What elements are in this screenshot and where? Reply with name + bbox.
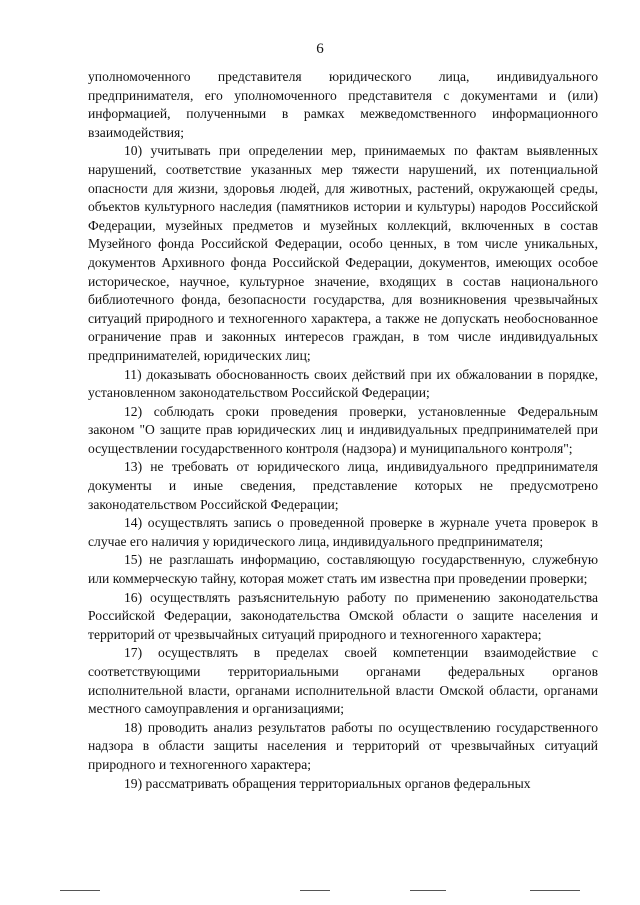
paragraph-item-12: 12) соблюдать сроки проведения проверки, установленные Федеральным законом "О защите прав юридических лиц и индивидуальных предпринимателей при осуществлении государственного контроля (надзора) и муниципального контроля";: [88, 403, 598, 456]
paragraph-item-13: 13) не требовать от юридического лица, индивидуального предпринимателя документы и иные сведения, представление которых не предусмотрено законодательством Российской Федерации;: [88, 459, 598, 512]
paragraph-item-19: 19) рассматривать обращения территориальных органов федеральных: [124, 775, 531, 791]
document-body: [88, 68, 598, 793]
paragraph-item-11: 11) доказывать обоснованность своих действий при их обжаловании в порядке, установленном законодательством Российской Федерации;: [88, 366, 598, 401]
paragraph-item-16: 16) осуществлять разъяснительную работу по применению законодательства Российской Федерации, законодательства Омской области о защите населения и территорий от чрезвычайных ситуаций природного и техногенного характера;: [88, 589, 598, 642]
paragraph-item-17: 17) осуществлять в пределах своей компетенции взаимодействие с соответствующими территориальными органами федеральных органов исполнительной власти, органами исполнительной власти Омской области, органами местного самоуправления и организациями;: [88, 645, 598, 717]
paragraph-item-15: 15) не разглашать информацию, составляющую государственную, служебную или коммерческую тайну, которая может стать им известна при проведении проверки;: [88, 552, 598, 587]
scan-mark: [60, 890, 100, 891]
paragraph-item-18: 18) проводить анализ результатов работы по осуществлению государственного надзора в области защиты населения и территорий от чрезвычайных ситуаций природного и техногенного характера;: [88, 719, 598, 772]
scan-mark: [300, 890, 330, 891]
scan-footer-marks: [0, 880, 640, 900]
scan-mark: [530, 890, 580, 891]
paragraph-item-14: 14) осуществлять запись о проведенной проверке в журнале учета проверок в случае его наличия у юридического лица, индивидуального предпринимателя;: [88, 515, 598, 549]
paragraph-continuation: уполномоченного представителя юридического лица, индивидуального предпринимателя, его уполномоченного представителя с документами и (или) информацией, полученными в рамках межведомственного информационного взаимодействия;: [88, 69, 598, 140]
scan-mark: [410, 890, 446, 891]
paragraph-item-10: 10) учитывать при определении мер, принимаемых по фактам выявленных нарушений, соответствие указанных мер тяжести нарушений, их потенциальной опасности для жизни, здоровья людей, для животных, растений, окружающей среды, объектов культурного наследия (памятников истории и культуры) народов Российской Федерации, музейных предметов и музейных коллекций, включенных в состав Музейного фонда Российской Федерации, особо ценных, в том числе уникальных, документов Архивного фонда Российской Федерации, документов, имеющих особое историческое, научное, культурное значение, входящих в состав национального библиотечного фонда, безопасности государства, для возникновения чрезвычайных ситуаций природного и техногенного характера, а также не допускать необоснованное ограничение прав и законных интересов граждан, в том числе индивидуальных предпринимателей, юридических лиц;: [88, 143, 598, 363]
page-number: 6: [316, 41, 324, 57]
